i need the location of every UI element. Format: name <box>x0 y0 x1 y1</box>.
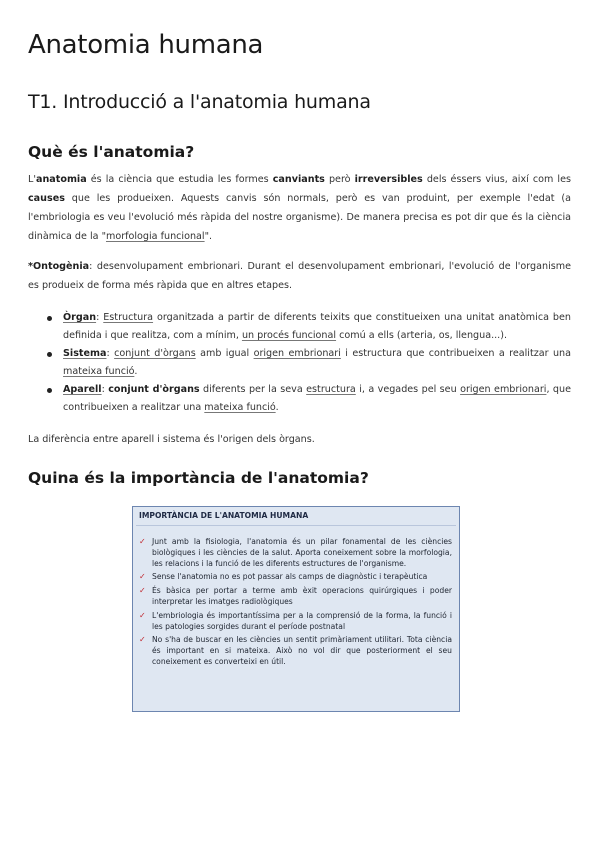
figure-list-item: ✓ És bàsica per portar a terme amb èxit operacions quirúrgiques i poder interpretar les imatges radiològiques <box>139 586 452 606</box>
definitions-list <box>28 309 571 417</box>
figure-list-item: ✓ No s'ha de buscar en les ciències un sentit primàriament utilitari. Tota ciència és important en si mateixa. Això no vol dir que posteriorment el seu coneixement es converteixi en útil. <box>139 635 452 666</box>
checkmark-icon: ✓ <box>139 586 146 596</box>
checkmark-icon: ✓ <box>139 537 146 546</box>
figure-list-item: ✓ L'embriologia és importantíssima per a la comprensió de la forma, la funció i les patologies sorgides durant el període postnatal <box>139 610 452 631</box>
bullet-icon <box>47 316 52 321</box>
checkmark-icon: ✓ <box>139 610 146 620</box>
question-heading-importance: Quina és la importància de l'anatomia? <box>28 469 369 487</box>
bullet-icon <box>47 352 52 357</box>
bullet-icon <box>47 388 52 393</box>
figure-list <box>138 537 452 671</box>
figure-list-item: ✓ Junt amb la fisiologia, l'anatomia és un pilar fonamental de les ciències biològiques i les ciències de la salut. Aporta coneixement sobre la morfologia, les relacions i la funció de les diferents estructures de l'organisme. <box>139 537 452 568</box>
ontogeny-paragraph: *Ontogènia: desenvolupament embrionari. Durant el desenvolupament embrionari, l'evolució de l'organisme es produeix de forma més ràpida que en altres etapes. <box>28 261 571 291</box>
section-title: T1. Introducció a l'anatomia humana <box>28 91 371 113</box>
importance-figure <box>132 506 460 712</box>
checkmark-icon: ✓ <box>139 572 146 582</box>
list-item-organ: Òrgan: Estructura organitzada a partir de diferents teixits que constitueixen una unitat anatòmica ben definida i que realitza, com a mínim, un procés funcional comú a ells (arteria, os, llengua...). <box>28 309 571 345</box>
difference-paragraph: La diferència entre aparell i sistema és l'origen dels òrgans. <box>28 434 315 445</box>
list-item-apparatus: Aparell: conjunt d'òrgans diferents per la seva estructura i, a vegades pel seu origen embrionari, que contribueixen a realitzar una mateixa funció. <box>28 381 571 417</box>
list-item-system: Sistema: conjunt d'òrgans amb igual origen embrionari i estructura que contribueixen a realitzar una mateixa funció. <box>28 345 571 381</box>
figure-title: IMPORTÀNCIA DE L'ANATOMIA HUMANA <box>139 511 309 520</box>
figure-divider <box>136 525 456 526</box>
checkmark-icon: ✓ <box>139 635 146 645</box>
figure-list-item: ✓ Sense l'anatomia no es pot passar als camps de diagnòstic i terapèutica <box>139 572 428 582</box>
document-title: Anatomia humana <box>28 30 264 60</box>
anatomy-definition-paragraph: L'anatomia és la ciència que estudia les formes canviants però irreversibles dels éssers vius, així com les causes que les produeixen. Aquests canvis són normals, però es van produint, per exemple l'edat (a l'embriologia es veu l'evolució més ràpida del nostre organisme). De manera precisa es pot dir que és la ciència dinàmica de la "morfologia funcional". <box>28 174 572 242</box>
question-heading-what: Què és l'anatomia? <box>28 143 195 161</box>
